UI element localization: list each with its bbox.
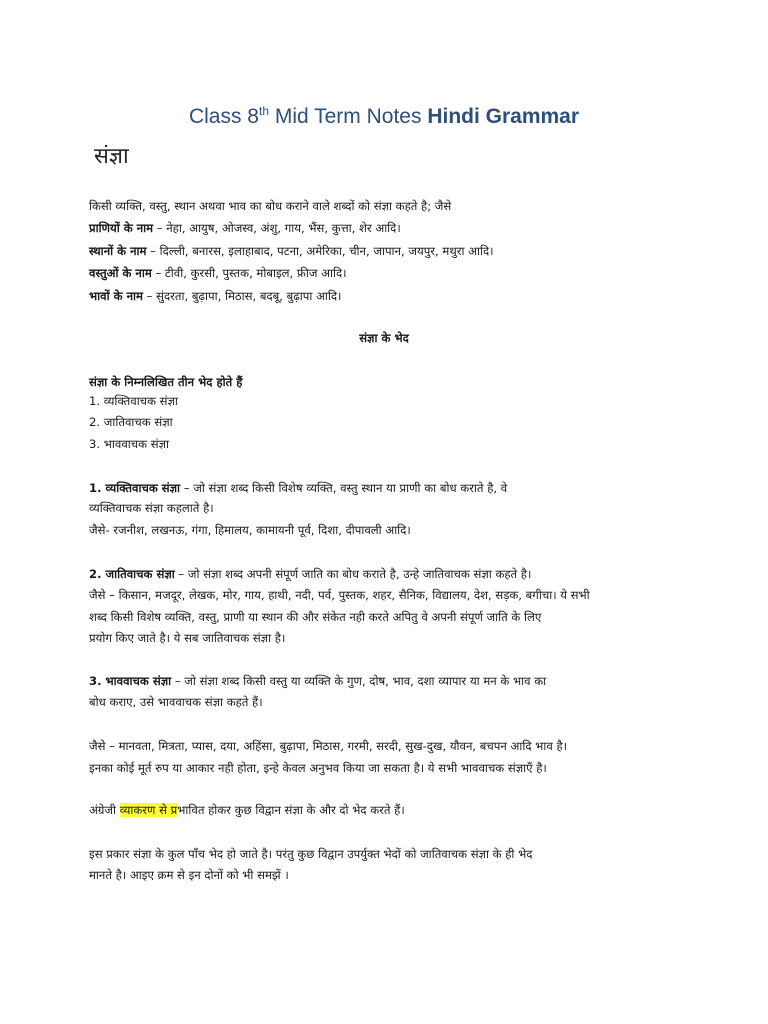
title-superscript: th bbox=[258, 104, 269, 118]
def3-text: – जो संज्ञा शब्द किसी वस्तु या व्यक्ति के गुण, दोष, भाव, दशा व्यापार या मन के भाव का bbox=[171, 674, 547, 688]
title-bold: Hindi Grammar bbox=[427, 105, 580, 128]
def1-line2: व्यक्तिवाचक संज्ञा कहलाते है। bbox=[89, 501, 214, 515]
type-item: 1. व्यक्तिवाचक संज्ञा bbox=[89, 394, 178, 408]
def2-line4: प्रयोग किए जाते है। ये सब जातिवाचक संज्ञा है। bbox=[89, 631, 286, 645]
def1-label: 1. व्यक्तिवाचक संज्ञा bbox=[89, 481, 181, 495]
example-line bbox=[89, 288, 341, 304]
english-note-post: भावित होकर कुछ विद्वान संज्ञा के और दो भेद करते हैं। bbox=[177, 803, 405, 817]
type-item: 2. जातिवाचक संज्ञा bbox=[89, 415, 173, 429]
def2-line1 bbox=[89, 566, 531, 582]
final-line1: इस प्रकार संज्ञा के कुल पाँच भेद हो जाते है। परंतु कुछ विद्वान उपर्युक्त भेदों को जातिवाचक संज्ञा के ही भेद bbox=[89, 847, 533, 861]
types-heading bbox=[89, 374, 242, 390]
def1-line3: जैसे- रजनीश, लखनऊ, गंगा, हिमालय, कामायनी पूर्व, दिशा, दीपावली आदि। bbox=[89, 523, 411, 537]
final-line2: मानते है। आइए क्रम से इन दोनों को भी समझें । bbox=[89, 868, 289, 882]
example-line bbox=[89, 243, 494, 259]
def3-line2: बोध कराए, उसे भाववाचक संज्ञा कहते हैं। bbox=[89, 695, 263, 709]
example-label: स्थानों के नाम bbox=[89, 244, 147, 258]
example-label: प्राणियों के नाम bbox=[89, 221, 154, 235]
def3-label: 3. भाववाचक संज्ञा bbox=[89, 674, 172, 688]
title-prefix: Class 8 bbox=[188, 105, 259, 128]
english-note-pre: अंग्रेजी bbox=[89, 803, 120, 817]
type-item: 3. भाववाचक संज्ञा bbox=[89, 437, 170, 451]
main-heading: संज्ञा bbox=[94, 144, 129, 169]
example-line bbox=[89, 220, 401, 236]
example-text: – सुंदरता, बुढ़ापा, मिठास, बदबू, बुढ़ापा आदि। bbox=[142, 289, 342, 303]
example-text: – टीवी, कुरसी, पुस्तक, मोबाइल, फ्रीज आदि। bbox=[151, 266, 347, 280]
example-label: वस्तुओं के नाम bbox=[89, 266, 152, 280]
example-label: भावों के नाम bbox=[89, 289, 143, 303]
example-line bbox=[89, 265, 347, 281]
section-heading: संज्ञा के भेद bbox=[359, 331, 409, 345]
english-note bbox=[89, 802, 405, 818]
example-text: – दिल्ली, बनारस, इलाहाबाद, पटना, अमेरिका, चीन, जापान, जयपुर, मथुरा आदि। bbox=[146, 244, 494, 258]
def2-line2: जैसे – किसान, मजदूर, लेखक, मोर, गाय, हाथी, नदी, पर्व, पुस्तक, शहर, सैनिक, विद्यालय, देश, सड़क, बगीचा। ये सभी bbox=[89, 588, 590, 602]
example-text: – नेहा, आयुष, ओजस्व, अंशु, गाय, भैंस, कुत्ता, शेर आदि। bbox=[153, 221, 401, 235]
title-middle: Mid Term Notes bbox=[269, 105, 428, 128]
highlighted-text: व्याकरण से प्र bbox=[119, 803, 178, 817]
def2-line3: शब्द किसी विशेष व्यक्ति, वस्तु, प्राणी या स्थान की और संकेत नही करते अपितु वे अपनी संपूर्ण जाति के लिए bbox=[89, 610, 542, 624]
def1-line1 bbox=[89, 480, 507, 496]
def2-text: – जो संज्ञा शब्द अपनी संपूर्ण जाति का बोध कराते है, उन्हे जातिवाचक संज्ञा कहते है। bbox=[174, 567, 532, 581]
def3-line1 bbox=[89, 673, 546, 689]
examples3-line2: इनका कोई मूर्त रुप या आकार नही होता, इन्हे केवल अनुभव किया जा सकता है। ये सभी भाववाचक संज्ञाएँ है। bbox=[89, 761, 547, 775]
def2-label: 2. जातिवाचक संज्ञा bbox=[89, 567, 175, 581]
page-title bbox=[0, 104, 768, 129]
examples3-line1: जैसे – मानवता, मित्रता, प्यास, दया, अहिंसा, बुढ़ापा, मिठास, गरमी, सरदी, सुख-दुख, यौवन, बचपन आदि भाव है। bbox=[89, 739, 568, 753]
types-heading-text: संज्ञा के निम्नलिखित तीन भेद होते हैं bbox=[89, 375, 243, 389]
intro-line: किसी व्यक्ति, वस्तु, स्थान अथवा भाव का बोध कराने वाले शब्दों को संज्ञा कहते है; जैसे bbox=[89, 199, 452, 213]
def1-text: – जो संज्ञा शब्द किसी विशेष व्यक्ति, वस्तु स्थान या प्राणी का बोध कराते है, वे bbox=[180, 481, 508, 495]
